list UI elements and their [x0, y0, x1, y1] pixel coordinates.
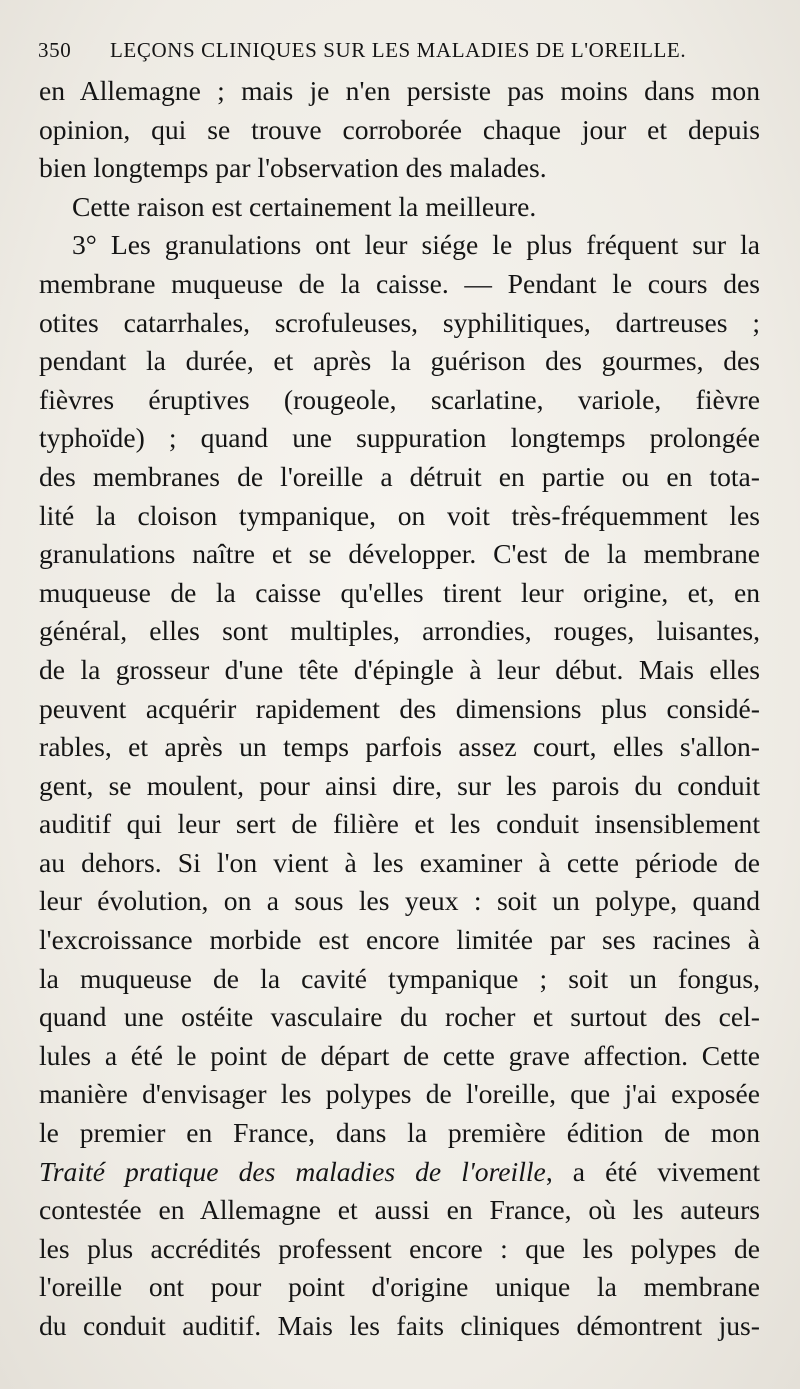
text-line: opinion, qui se trouve corroborée chaque jour et depuis [39, 113, 760, 145]
text-line: lité la cloison tympanique, on voit très-fréquemment les [39, 499, 760, 531]
text-line: membrane muqueuse de la caisse. — Pendant le cours des [39, 267, 760, 299]
text-line: contestée en Allemagne et aussi en France, où les auteurs [39, 1194, 760, 1226]
text-line: lules a été le point de départ de cette grave affection. Cette [39, 1039, 760, 1071]
text-line: granulations naître et se développer. C'est de la membrane [39, 538, 760, 570]
page-number: 350 [38, 38, 72, 62]
text-line: l'oreille ont pour point d'origine unique la membrane [39, 1271, 760, 1303]
text-line: en Allemagne ; mais je n'en persiste pas moins dans mon [39, 75, 760, 106]
text-line: leur évolution, on a sous les yeux : soit un polype, quand [39, 885, 760, 917]
running-header [38, 34, 758, 66]
text-line: bien longtemps par l'observation des malades. [39, 152, 547, 184]
text-line: de la grosseur d'une tête d'épingle à leur début. Mais elles [39, 653, 760, 685]
text-line: fièvres éruptives (rougeole, scarlatine, variole, fièvre [39, 383, 760, 415]
text-line: rables, et après un temps parfois assez court, elles s'allon- [39, 731, 760, 763]
text-segment: , a été vivement [545, 1155, 760, 1187]
text-line-with-italic-title [39, 1153, 760, 1192]
text-line: muqueuse de la caisse qu'elles tirent leur origine, et, en [39, 576, 760, 608]
text-line: pendant la durée, et après la guérison des gourmes, des [39, 345, 760, 377]
running-title: LEÇONS CLINIQUES SUR LES MALADIES DE L'OREILLE. [110, 38, 687, 62]
text-line: du conduit auditif. Mais les faits cliniques démontrent jus- [39, 1310, 760, 1341]
text-line: auditif qui leur sert de filière et les conduit insensiblement [39, 808, 760, 840]
text-line: 3° Les granulations ont leur siége le plus fréquent sur la [72, 229, 760, 261]
text-line: quand une ostéite vasculaire du rocher et surtout des cel- [39, 1001, 760, 1033]
text-line: l'excroissance morbide est encore limitée par ses racines à [39, 924, 760, 956]
text-line: des membranes de l'oreille a détruit en partie ou en tota- [39, 460, 760, 492]
book-title-italic: Traité pratique des maladies de l'oreille [39, 1155, 546, 1187]
text-line: la muqueuse de la cavité tympanique ; soit un fongus, [39, 962, 760, 994]
text-line: gent, se moulent, pour ainsi dire, sur les parois du conduit [39, 769, 760, 801]
text-line: général, elles sont multiples, arrondies, rouges, luisantes, [39, 615, 760, 647]
text-line: Cette raison est certainement la meilleure. [72, 190, 537, 222]
text-line: les plus accrédités professent encore : que les polypes de [39, 1232, 760, 1264]
text-line: otites catarrhales, scrofuleuses, syphilitiques, dartreuses ; [39, 306, 760, 338]
text-line: au dehors. Si l'on vient à les examiner à cette période de [39, 846, 760, 878]
page-body-text [39, 72, 760, 1346]
text-line: peuvent acquérir rapidement des dimensions plus considé- [39, 692, 760, 724]
text-line: manière d'envisager les polypes de l'oreille, que j'ai exposée [39, 1078, 760, 1110]
text-line: typhoïde) ; quand une suppuration longtemps prolongée [39, 422, 760, 454]
text-line: le premier en France, dans la première édition de mon [39, 1117, 760, 1149]
